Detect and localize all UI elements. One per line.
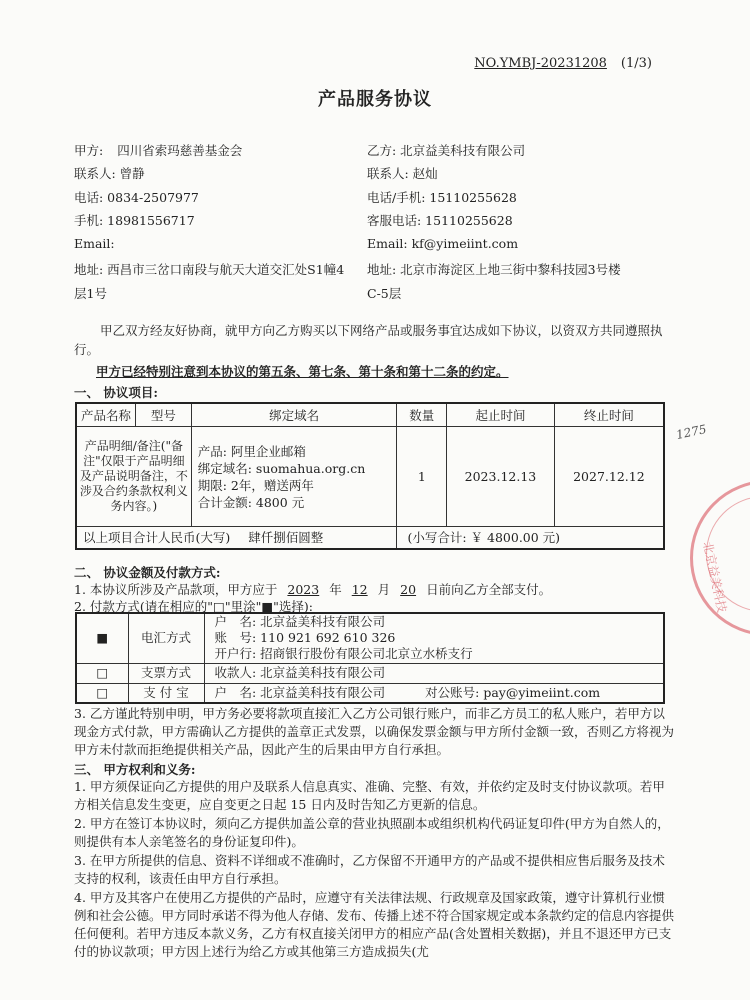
party-b-phone: 电话/手机: 15110255628 bbox=[367, 190, 517, 205]
document-number bbox=[474, 56, 652, 71]
company-seal-text: 北京益美科技 bbox=[700, 540, 730, 614]
payment-method-table bbox=[75, 612, 665, 704]
header-quantity: 数量 bbox=[397, 403, 447, 427]
sum-label-cell bbox=[76, 527, 397, 549]
checkbox-alipay[interactable]: □ bbox=[76, 683, 128, 703]
party-a-name: 甲方: 四川省索玛慈善基金会 bbox=[74, 143, 243, 158]
table-row bbox=[76, 613, 664, 663]
pay-year: 2023 bbox=[287, 582, 320, 597]
party-b-service-phone: 客服电话: 15110255628 bbox=[367, 213, 513, 228]
sum-label: 以上项目合计人民币(大写) bbox=[83, 530, 231, 546]
sum-chinese: 肆仟捌佰圆整 bbox=[248, 530, 324, 546]
section-2-title: 二、 协议金额及付款方式: bbox=[74, 565, 221, 580]
party-a-email: Email: bbox=[74, 236, 115, 251]
intro-paragraph: 甲乙双方经友好协商，就甲方向乙方购买以下网络产品或服务事宜达成如下协议，以资双方共同遵照执行。 bbox=[74, 323, 663, 357]
product-quantity: 1 bbox=[397, 427, 447, 527]
product-period: 期限: 2年，赠送两年 bbox=[197, 477, 314, 493]
product-item: 产品: 阿里企业邮箱 bbox=[197, 443, 306, 459]
section-1-title: 一、 协议项目: bbox=[74, 385, 158, 400]
table-row bbox=[76, 683, 664, 703]
header-product-name: 产品名称 bbox=[76, 403, 136, 427]
payment-clause-3: 3. 乙方谨此特别申明，甲方务必要将款项直接汇入乙方公司银行账户，而非乙方员工的私人账户，若甲方以现金方式付款，甲方需确认乙方提供的盖章正式发票，以确保发票金额与甲方所付金额一致，否则乙方将视为甲方未付款而拒绝提供相关产品，因此产生的后果由甲方自行承担。 bbox=[74, 706, 675, 757]
party-b-email: Email: kf@yimeiint.com bbox=[367, 236, 519, 251]
wire-account-name: 户 名: 北京益美科技有限公司 bbox=[214, 614, 386, 630]
alipay-account-name: 户 名: 北京益美科技有限公司 bbox=[214, 684, 386, 700]
table-header-row bbox=[76, 403, 664, 427]
obligation-4: 4. 甲方及其客户在使用乙方提供的产品时，应遵守有关法律法规、行政规章及国家政策，遵守计算机行业惯例和社会公德。甲方同时承诺不得为他人存储、发布、传播上述不符合国家规定或本条款约定的信息内容提供任何便利。若甲方违反本款义务，乙方有权直接关闭甲方的相应产品(含处置相关数据)，并且不退还甲方已支付的协议款项；甲方因上述行为给乙方或其他第三方造成损失(尤 bbox=[74, 890, 675, 959]
header-model: 型号 bbox=[136, 403, 192, 427]
party-a-mobile: 手机: 18981556717 bbox=[74, 213, 195, 228]
party-a-phone: 电话: 0834-2507977 bbox=[74, 190, 199, 205]
product-note: 产品明细/备注("备注"仅限于产品明细及产品说明备注，不涉及合约条款权利义务内容。) bbox=[76, 427, 191, 527]
method-check: 支票方式 bbox=[128, 663, 204, 683]
sum-row bbox=[76, 527, 664, 549]
table-row bbox=[76, 663, 664, 683]
product-detail bbox=[191, 427, 397, 527]
alipay-details bbox=[204, 683, 664, 703]
page-indicator: (1/3) bbox=[620, 56, 652, 71]
payment-method-instruction: 2. 付款方式(请在相应的"□"里涂"■"选择): bbox=[74, 599, 313, 614]
obligation-3: 3. 在甲方所提供的信息、资料不详细或不准确时，乙方保留不开通甲方的产品或不提供相应售后服务及技术支持的权利，该责任由甲方自行承担。 bbox=[74, 853, 665, 886]
product-domain: 绑定域名: suomahua.org.cn bbox=[197, 460, 366, 476]
checkbox-check[interactable]: □ bbox=[76, 663, 128, 683]
special-notice: 甲方已经特别注意到本协议的第五条、第七条、第十条和第十二条的约定。 bbox=[96, 364, 509, 379]
obligation-2: 2. 甲方在签订本协议时，须向乙方提供加盖公章的营业执照副本或组织机构代码证复印件(甲方为自然人的，则提供有本人亲笔签名的身份证复印件)。 bbox=[74, 816, 670, 849]
pay-day: 20 bbox=[400, 582, 417, 597]
method-alipay: 支 付 宝 bbox=[128, 683, 204, 703]
party-b-address: 地址: 北京市海淀区上地三街中黎科技园3号楼 bbox=[367, 262, 621, 277]
product-end-date: 2027.12.12 bbox=[554, 427, 664, 527]
page-title: 产品服务协议 bbox=[318, 89, 432, 110]
party-a-address: 地址: 西昌市三岔口南段与航天大道交汇处S1幢4 bbox=[74, 262, 345, 277]
party-a-address-cont: 层1号 bbox=[74, 286, 107, 301]
wire-bank: 开户行: 招商银行股份有限公司北京立水桥支行 bbox=[214, 646, 473, 662]
table-row bbox=[76, 427, 664, 527]
pay-month: 12 bbox=[351, 582, 368, 597]
payment-deadline: 1. 本协议所涉及产品款项，甲方应于 2023 年 12 月 20 日前向乙方全部支付。 bbox=[74, 582, 552, 597]
obligation-1: 1. 甲方须保证向乙方提供的用户及联系人信息真实、准确、完整、有效，并依约定及时支付协议款项。若甲方相关信息发生变更，应自变更之日起 15 日内及时告知乙方更新的信息。 bbox=[74, 779, 665, 812]
method-wire: 电汇方式 bbox=[128, 613, 204, 663]
party-b-address-cont: C-5层 bbox=[367, 286, 402, 301]
sum-small: (小写合计: ￥ 4800.00 元) bbox=[397, 527, 664, 549]
party-b-name: 乙方: 北京益美科技有限公司 bbox=[367, 143, 526, 158]
header-domain: 绑定域名 bbox=[191, 403, 397, 427]
header-end-time: 终止时间 bbox=[554, 403, 664, 427]
product-total: 合计金额: 4800 元 bbox=[197, 494, 305, 510]
party-b-contact: 联系人: 赵灿 bbox=[367, 166, 438, 181]
header-start-time: 起止时间 bbox=[447, 403, 555, 427]
alipay-account: 对公账号: pay@yimeiint.com bbox=[425, 684, 601, 700]
wire-details bbox=[204, 613, 664, 663]
doc-number: NO.YMBJ-20231208 bbox=[474, 56, 607, 71]
wire-account-number: 账 号: 110 921 692 610 326 bbox=[214, 630, 396, 646]
product-start-date: 2023.12.13 bbox=[447, 427, 555, 527]
handwritten-note: 1275 bbox=[674, 421, 708, 443]
party-a-contact: 联系人: 曾静 bbox=[74, 166, 145, 181]
check-payee: 收款人: 北京益美科技有限公司 bbox=[204, 663, 664, 683]
section-3-title: 三、 甲方权利和义务: bbox=[74, 762, 196, 777]
checkbox-wire[interactable]: ■ bbox=[76, 613, 128, 663]
product-table bbox=[75, 402, 665, 550]
